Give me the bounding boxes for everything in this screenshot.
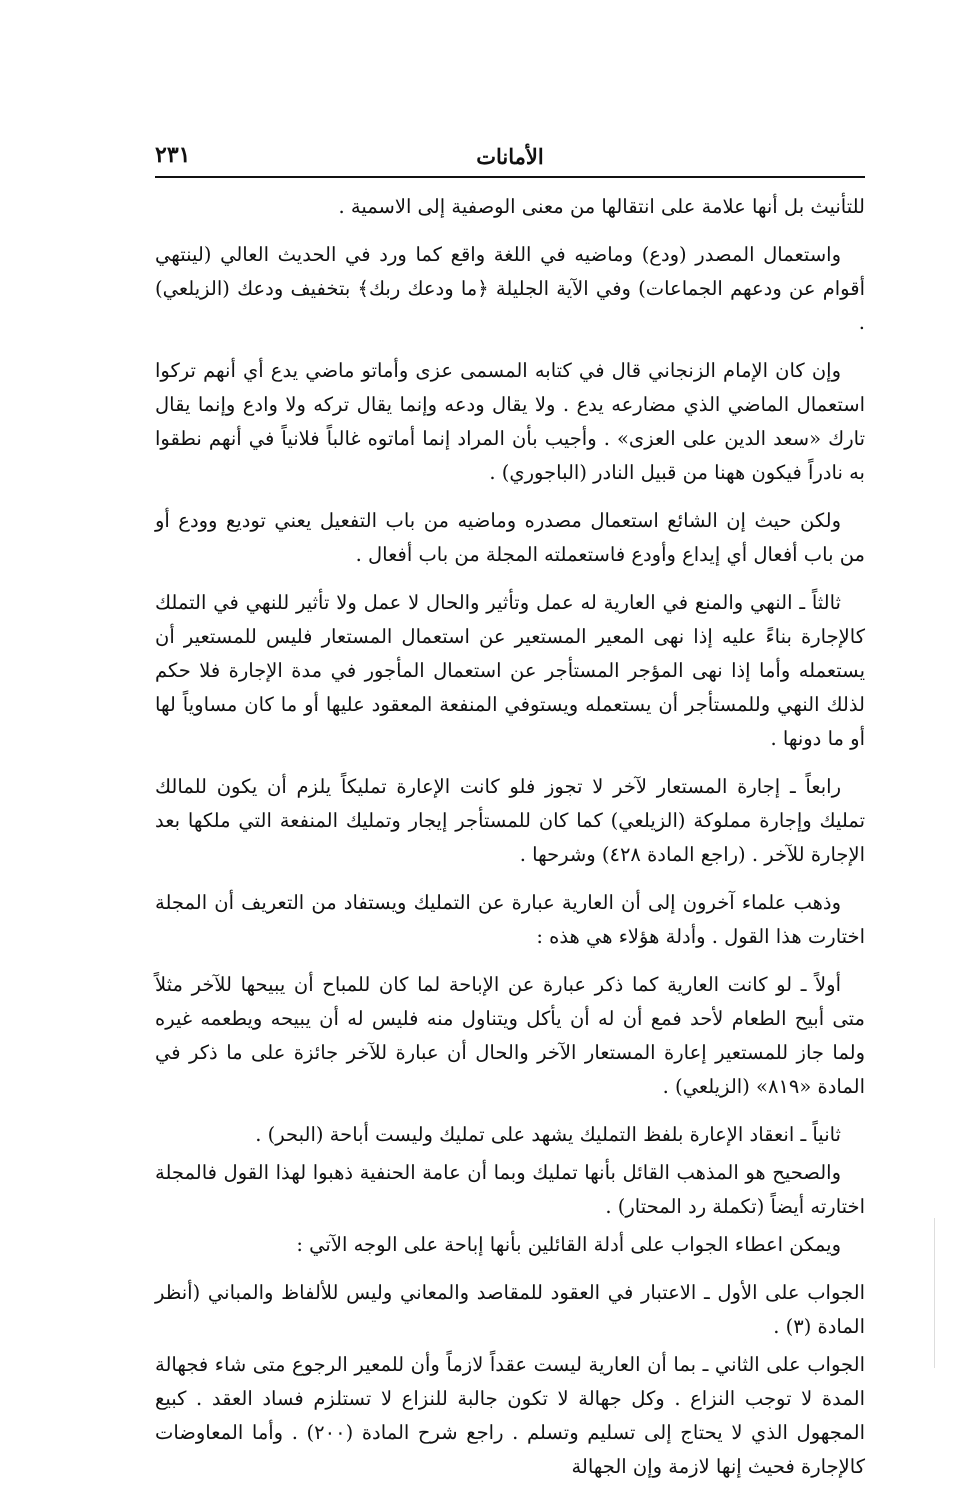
paragraph: ثانياً ـ انعقاد الإعارة بلفظ التمليك يشهد على تمليك وليست أباحة (البحر) . bbox=[255, 1123, 841, 1146]
paragraph: أولاً ـ لو كانت العارية كما ذكر عبارة عن الإباحة لما كان للمباح أن يبيحها للآخر مثلاً متى أبيح الطعام لأحد فمع أن له أن يأكل ويتناول منه فليس له أن يبيحه ويطعمه غيره ولما جاز للمستعير إعارة المستعار الآخر والحال أن عبارة للآخر جائزة على ما ذكر في المادة «٨١٩» (الزيلعي) . bbox=[155, 973, 865, 1098]
paragraph: ولكن حيث إن الشائع استعمال مصدره وماضيه من باب التفعيل يعني توديع وودع أو من باب أفعال أي إيداع وأودع فاستعملته المجلة من باب أفعال . bbox=[155, 509, 865, 566]
page-header bbox=[155, 140, 865, 174]
paragraph: رابعاً ـ إجارة المستعار لآخر لا تجوز فلو كانت الإعارة تمليكاً يلزم أن يكون للمالك تمليك وإجارة مملوكة (الزيلعي) كما كان للمستأجر إيجار وتمليك المنفعة التي ملكها بعد الإجارة للآخر . (راجع المادة ٤٢٨) وشرحها . bbox=[155, 775, 865, 866]
paragraph: الجواب على الأول ـ الاعتبار في العقود للمقاصد والمعاني وليس للألفاظ والمباني (أنظر المادة (٣) . bbox=[155, 1281, 865, 1338]
paragraph: واستعمال المصدر (ودع) وماضيه في اللغة واقع كما ورد في الحديث العالي (لينتهي أقوام عن ودعهم الجماعات) وفي الآية الجليلة ﴿ما ودعك ربك﴾ بتخفيف ودعك (الزيلعي) . bbox=[155, 243, 865, 334]
paragraph: للتأنيث بل أنها علامة على انتقالها من معنى الوصفية إلى الاسمية . bbox=[338, 195, 865, 218]
header-rule bbox=[155, 176, 865, 178]
paragraph: الجواب على الثاني ـ بما أن العارية ليست عقداً لازماً وأن للمعير الرجوع متى شاء فجهالة المدة لا توجب النزاع . وكل جهالة لا تكون جالبة للنزاع لا تستلزم فساد العقد . كبيع المجهول الذي لا يحتاج إلى تسليم وتسلم . راجع شرح المادة (٢٠٠) . وأما المعاوضات كالإجارة فحيث إنها لازمة وإن الجهالة bbox=[155, 1353, 865, 1478]
paragraph: وإن كان الإمام الزنجاني قال في كتابه المسمى عزى وأماتو ماضي يدع أي أنهم تركوا استعمال الماضي الذي مضارعه يدع . ولا يقال ودعه وإنما يقال تركه ولا وادع وإنما يقال تارك «سعد الدين على العزى» . وأجيب بأن المراد إنما أماتوه غالباً فلانياً في أنهم نطقوا به نادراً فيكون ههنا من قبيل النادر (الباجوري) . bbox=[155, 359, 865, 484]
page-number: ٢٣١ bbox=[155, 142, 191, 168]
page-body bbox=[155, 190, 865, 1498]
running-title: الأمانات bbox=[476, 144, 544, 169]
paragraph: وذهب علماء آخرون إلى أن العارية عبارة عن التمليك ويستفاد من التعريف أن المجلة اختارت هذا القول . وأدلة هؤلاء هي هذه : bbox=[155, 891, 865, 948]
scan-margin-line bbox=[934, 1218, 935, 1368]
paragraph: ويمكن اعطاء الجواب على أدلة القائلين بأنها إباحة على الوجه الآتي : bbox=[296, 1233, 841, 1256]
paragraph: والصحيح هو المذهب القائل بأنها تمليك وبما أن عامة الحنفية ذهبوا لهذا القول فالمجلة اختارته أيضاً (تكملة رد المحتار) . bbox=[155, 1161, 865, 1218]
paragraph: ثالثاً ـ النهي والمنع في العارية له عمل وتأثير والحال لا عمل ولا تأثير للنهي في التملك كالإجارة بناءً عليه إذا نهى المعير المستعير عن استعمال المستعار فليس للمستعير أن يستعمله وأما إذا نهى المؤجر المستأجر عن استعمال المأجور في مدة الإجارة فلا حكم لذلك النهي وللمستأجر أن يستعمله ويستوفي المنفعة المعقود عليها أو ما كان مساوياً لها أو ما دونها . bbox=[155, 591, 865, 750]
